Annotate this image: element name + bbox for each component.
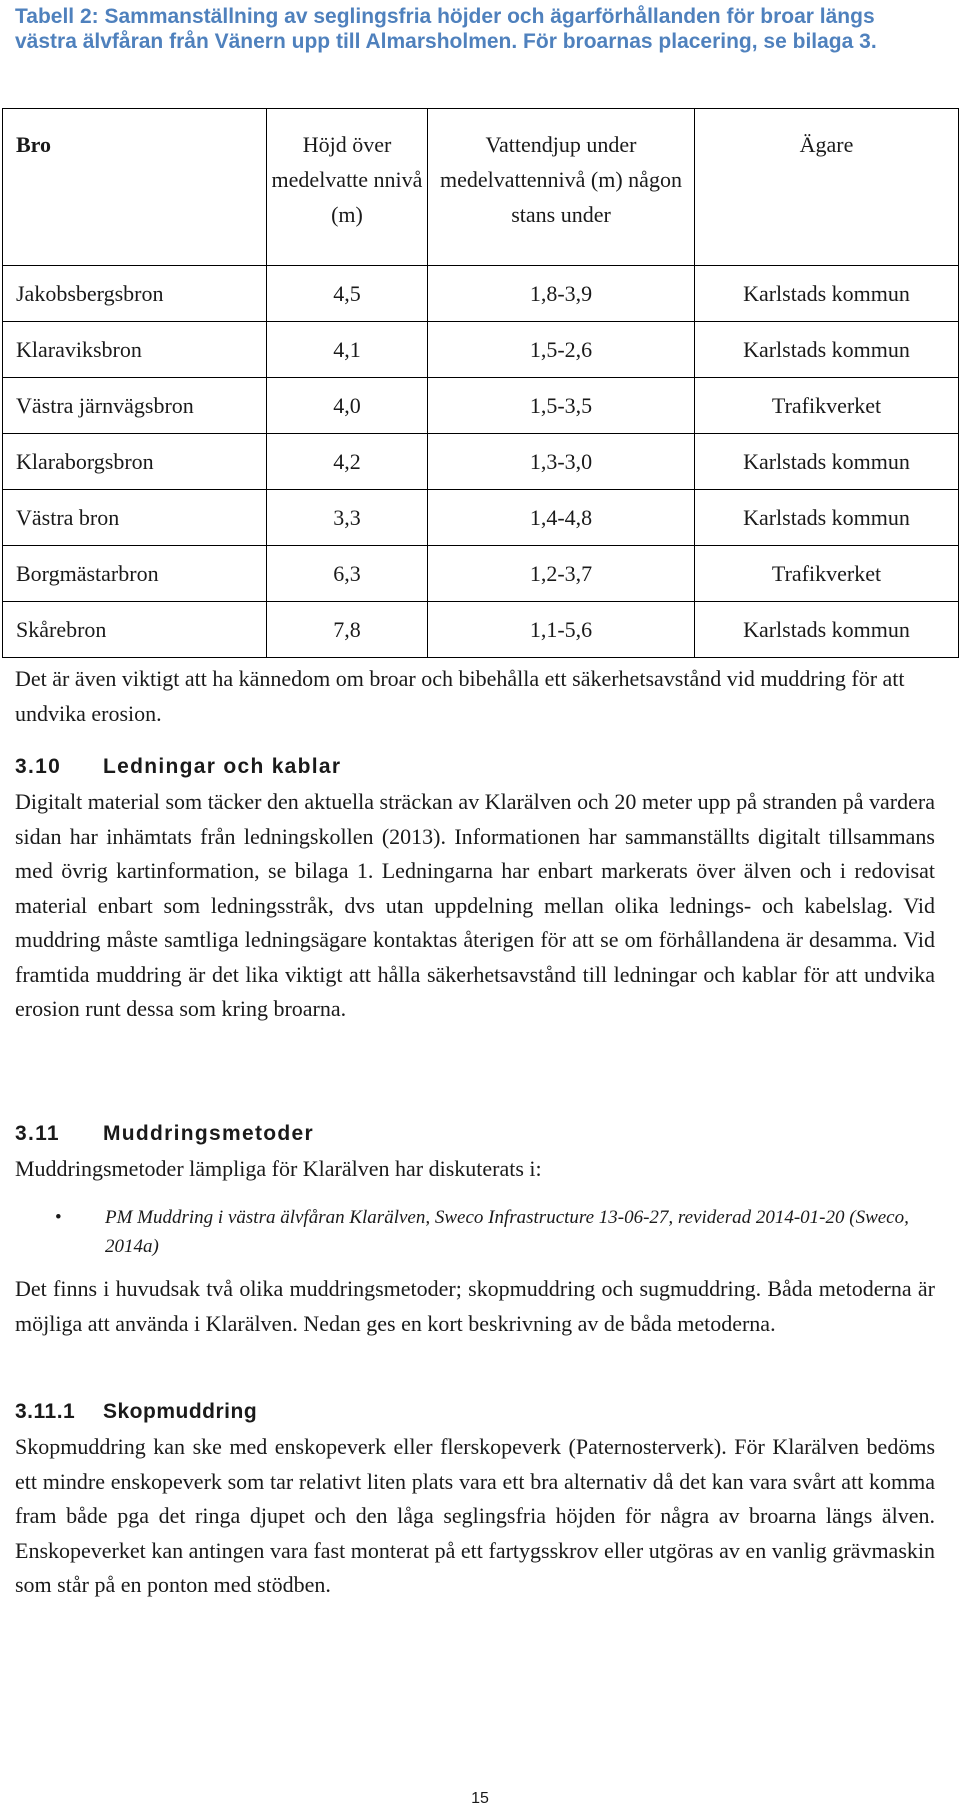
section-number: 3.11 <box>15 1122 60 1145</box>
section-heading-3-10 <box>15 755 341 779</box>
section-heading-3-11-1 <box>15 1400 257 1424</box>
bullet-icon: • <box>55 1207 62 1228</box>
table-row <box>3 266 959 322</box>
paragraph-muddringsmetoder-intro: Muddringsmetoder lämpliga för Klarälven har diskuterats i: <box>15 1156 542 1181</box>
table-row <box>3 602 959 658</box>
cell-bridge-name: Västra järnvägsbron <box>3 378 267 434</box>
cell-bridge-name: Skårebron <box>3 602 267 658</box>
reference-text: PM Muddring i västra älvfåran Klarälven, Sweco Infrastructure 13-06-27, reviderad 2014-01-20 (Sweco, 2014a) <box>105 1207 909 1257</box>
cell-owner: Karlstads kommun <box>695 490 959 546</box>
column-header-owner: Ägare <box>695 109 959 266</box>
cell-bridge-name: Klaraborgsbron <box>3 434 267 490</box>
bridge-table <box>2 108 959 658</box>
section-number: 3.10 <box>15 755 62 778</box>
cell-height: 4,5 <box>267 266 428 322</box>
section-title: Ledningar och kablar <box>103 755 342 778</box>
cell-owner: Trafikverket <box>695 378 959 434</box>
cell-owner: Trafikverket <box>695 546 959 602</box>
cell-height: 6,3 <box>267 546 428 602</box>
paragraph-safety-distance: Det är även viktigt att ha kännedom om broar och bibehålla ett säkerhetsavstånd vid muddring för att undvika erosion. <box>15 666 905 726</box>
section-title: Skopmuddring <box>103 1400 258 1423</box>
table-caption: Tabell 2: Sammanställning av seglingsfria höjder och ägarförhållanden för broar längs västra älvfåran från Vänern upp till Almarsholmen. För broarnas placering, se bilaga 3. <box>15 5 877 53</box>
table-row <box>3 322 959 378</box>
cell-depth: 1,5-2,6 <box>428 322 695 378</box>
cell-owner: Karlstads kommun <box>695 322 959 378</box>
cell-depth: 1,1-5,6 <box>428 602 695 658</box>
cell-height: 4,2 <box>267 434 428 490</box>
cell-depth: 1,5-3,5 <box>428 378 695 434</box>
cell-depth: 1,8-3,9 <box>428 266 695 322</box>
cell-bridge-name: Västra bron <box>3 490 267 546</box>
table-header-row <box>3 109 959 266</box>
cell-height: 4,1 <box>267 322 428 378</box>
paragraph-skopmuddring: Skopmuddring kan ske med enskopeverk eller flerskopeverk (Paternosterverk). För Klarälven bedöms ett mindre enskopeverk som tar relativt liten plats vara ett bra alternativ då det kan vara svårt att komma fram både pga det ringa djupet och den låga seglingsfria höjden för några av broarna längs älven. Enskopeverket kan antingen vara fast monterat på ett fartygsskrov eller utgöras av en vanlig grävmaskin som står på en ponton med stödben. <box>15 1434 935 1597</box>
table-row <box>3 378 959 434</box>
cell-depth: 1,3-3,0 <box>428 434 695 490</box>
cell-depth: 1,2-3,7 <box>428 546 695 602</box>
cell-owner: Karlstads kommun <box>695 602 959 658</box>
cell-height: 7,8 <box>267 602 428 658</box>
section-title: Muddringsmetoder <box>103 1122 314 1145</box>
cell-depth: 1,4-4,8 <box>428 490 695 546</box>
column-header-height: Höjd över medelvatte nnivå (m) <box>267 109 428 266</box>
cell-bridge-name: Jakobsbergsbron <box>3 266 267 322</box>
section-number: 3.11.1 <box>15 1400 76 1423</box>
paragraph-ledningar: Digitalt material som täcker den aktuella sträckan av Klarälven och 20 meter upp på stranden på vardera sidan har inhämtats från ledningskollen (2013). Informationen har sammanställts digitalt tillsammans med övrig kartinformation, se bilaga 1. Ledningarna har enbart markerats över älven och i redovisat material enbart som ledningsstråk, dvs utan uppdelning mellan olika lednings- och kabelslag. Vid muddring måste samtliga ledningsägare kontaktas återigen för att se om förhållandena är desamma. Vid framtida muddring är det lika viktigt att hålla säkerhetsavstånd till ledningar och kablar för att undvika erosion runt dessa som kring broarna. <box>15 789 935 1021</box>
cell-owner: Karlstads kommun <box>695 434 959 490</box>
cell-owner: Karlstads kommun <box>695 266 959 322</box>
column-header-depth: Vattendjup under medelvattennivå (m) någon stans under <box>428 109 695 266</box>
cell-bridge-name: Borgmästarbron <box>3 546 267 602</box>
cell-height: 3,3 <box>267 490 428 546</box>
paragraph-muddringsmetoder: Det finns i huvudsak två olika muddringsmetoder; skopmuddring och sugmuddring. Båda metoderna är möjliga att använda i Klarälven. Nedan ges en kort beskrivning av de båda metoderna. <box>15 1276 935 1336</box>
column-header-bro: Bro <box>3 109 267 266</box>
cell-height: 4,0 <box>267 378 428 434</box>
section-heading-3-11 <box>15 1122 314 1146</box>
table-row <box>3 546 959 602</box>
table-row <box>3 490 959 546</box>
table-row <box>3 434 959 490</box>
page-number: 15 <box>471 1790 489 1807</box>
cell-bridge-name: Klaraviksbron <box>3 322 267 378</box>
